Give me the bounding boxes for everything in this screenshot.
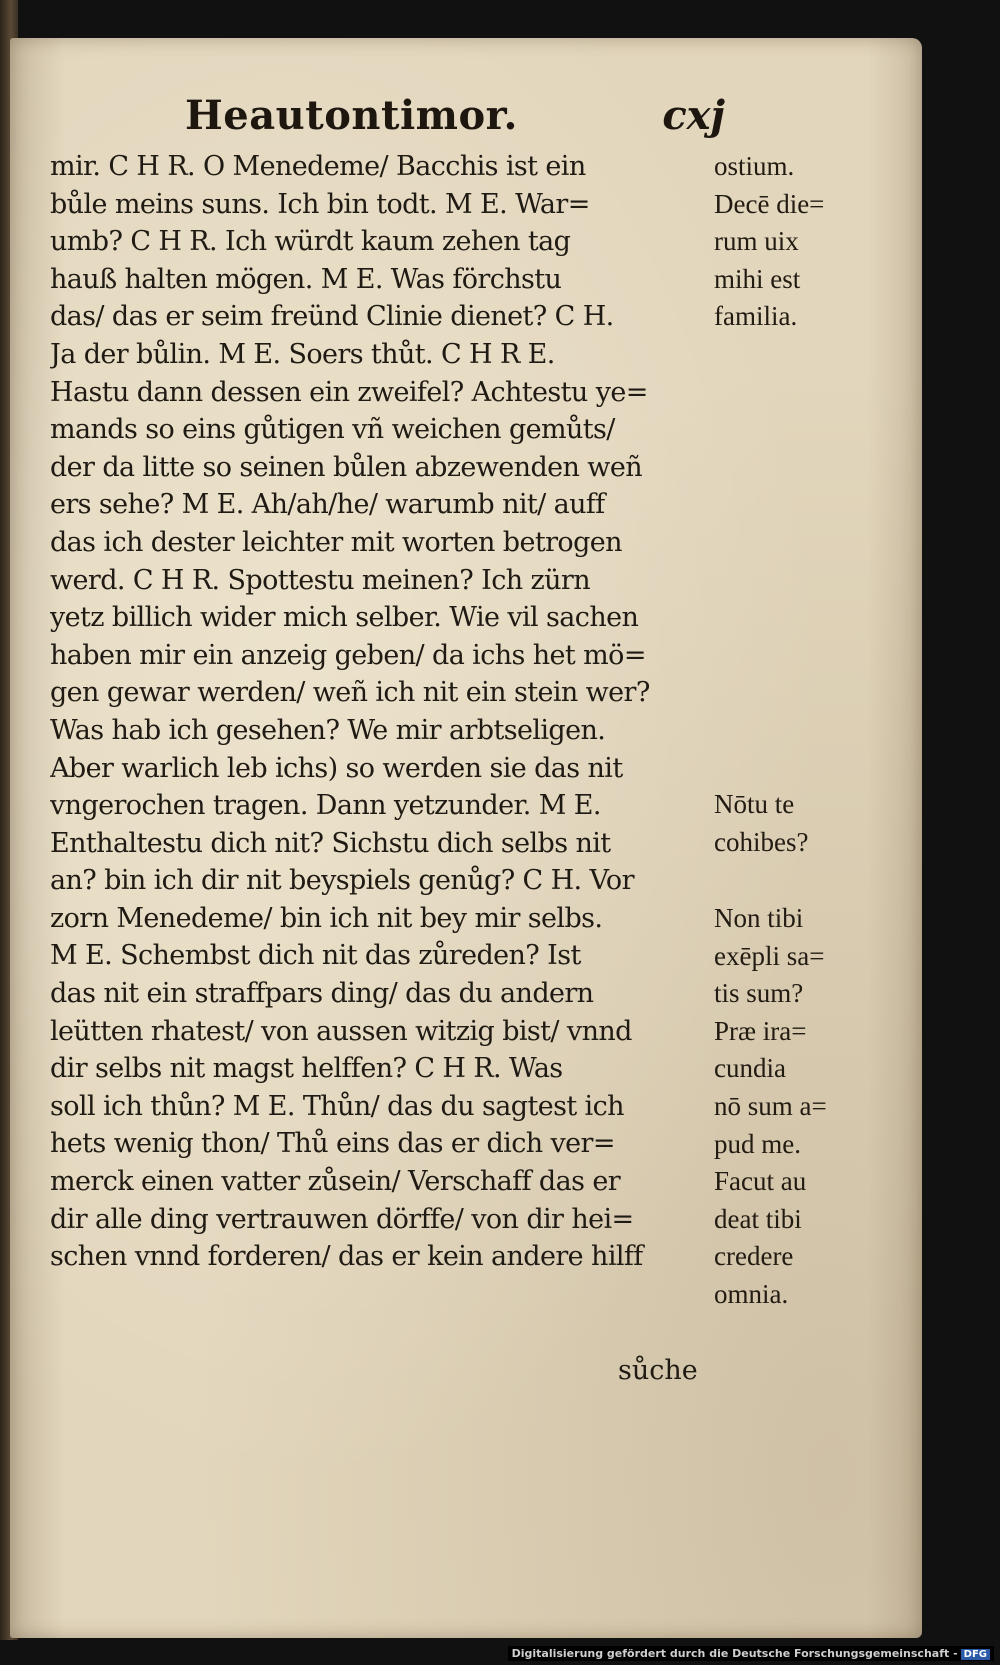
text-line: schen vnnd forderen/ das er kein andere hilff <box>50 1241 643 1273</box>
text-line: das/ das er seim freünd Clinie dienet? C H. <box>50 301 614 333</box>
text-line: gen gewar werden/ weñ ich nit ein stein wer? <box>50 677 650 709</box>
marginal-line: Nōtu te <box>714 789 795 819</box>
marginal-line: cundia <box>714 1053 786 1084</box>
text-line: soll ich thůn? M E. Thůn/ das du sagtest ich <box>50 1090 624 1122</box>
marginal-line: credere <box>714 1241 794 1272</box>
text-line: hets wenig thon/ Thů eins das er dich ver= <box>50 1128 615 1160</box>
text-line: der da litte so seinen bůlen abzewenden weñ <box>50 451 642 483</box>
text-line: dir alle ding vertrauwen dörffe/ von dir hei= <box>50 1203 634 1235</box>
text-line: werd. C H R. Spottestu meinen? Ich zürn <box>50 564 591 596</box>
text-line: mir. C H R. O Menedeme/ Bacchis ist ein <box>50 151 586 182</box>
text-line: das ich dester leichter mit worten betrogen <box>50 526 622 558</box>
text-line: umb? C H R. Ich würdt kaum zehen tag <box>50 226 571 258</box>
text-line: leütten rhatest/ von aussen witzig bist/ vnnd <box>50 1015 632 1047</box>
digitization-credit <box>508 1646 994 1661</box>
marginal-line: Decē die= <box>714 188 825 219</box>
marginal-line: nō sum a= <box>714 1090 827 1121</box>
text-line: das nit ein straffpars ding/ das du andern <box>50 978 594 1010</box>
credit-text: Digitalisierung gefördert durch die Deutsche Forschungsgemeinschaft - <box>511 1647 958 1660</box>
text-line: an? bin ich dir nit beyspiels genůg? C H. Vor <box>50 865 634 897</box>
marginal-line: omnia. <box>714 1278 789 1309</box>
marginal-line: Præ ira= <box>714 1015 807 1046</box>
text-line: zorn Menedeme/ bin ich nit bey mir selbs. <box>50 902 603 934</box>
marginal-note-2 <box>714 786 808 861</box>
main-text-block <box>50 148 710 1276</box>
marginal-line: exēpli sa= <box>714 940 825 971</box>
catchword: sůche <box>618 1355 698 1386</box>
text-line: Ja der bůlin. M E. Soers thůt. C H R E. <box>50 338 555 370</box>
marginal-line: ostium. <box>714 151 795 181</box>
text-line: haben mir ein anzeig geben/ da ichs het mö= <box>50 639 646 671</box>
marginal-line: familia. <box>714 301 798 332</box>
marginal-line: cohibes? <box>714 826 809 857</box>
dfg-logo: DFG <box>961 1649 990 1660</box>
text-line: Aber warlich leb ichs) so werden sie das nit <box>50 752 623 784</box>
folio-number: cxj <box>662 92 725 139</box>
running-title: Heautontimor. <box>185 92 518 139</box>
text-line: M E. Schembst dich nit das zůreden? Ist <box>50 940 581 972</box>
marginal-line: Facut au <box>714 1166 807 1197</box>
text-line: mands so eins gůtigen vñ weichen gemůts/ <box>50 414 615 446</box>
text-line: ers sehe? M E. Ah/ah/he/ warumb nit/ auff <box>50 489 605 521</box>
text-line: yetz billich wider mich selber. Wie vil sachen <box>50 602 639 634</box>
text-line: vngerochen tragen. Dann yetzunder. M E. <box>50 790 601 822</box>
marginal-note-1 <box>714 148 824 336</box>
text-line: merck einen vatter zůsein/ Verschaff das er <box>50 1166 621 1198</box>
marginal-line: Non tibi <box>714 903 804 933</box>
text-line: Enthaltestu dich nit? Sichstu dich selbs nit <box>50 827 611 859</box>
marginal-line: deat tibi <box>714 1203 802 1234</box>
text-line: dir selbs nit magst helffen? C H R. Was <box>50 1053 563 1085</box>
text-line: Hastu dann dessen ein zweifel? Achtestu ye= <box>50 376 648 408</box>
marginal-line: tis sum? <box>714 978 804 1009</box>
text-line: bůle meins suns. Ich bin todt. M E. War= <box>50 188 590 220</box>
text-line: hauß halten mögen. M E. Was förchstu <box>50 263 562 295</box>
marginal-line: rum uix <box>714 226 799 257</box>
page-header <box>185 92 725 144</box>
marginal-line: pud me. <box>714 1128 801 1159</box>
text-line: Was hab ich gesehen? We mir arbtseligen. <box>50 714 606 746</box>
marginal-note-3 <box>714 900 827 1314</box>
marginal-line: mihi est <box>714 263 801 294</box>
